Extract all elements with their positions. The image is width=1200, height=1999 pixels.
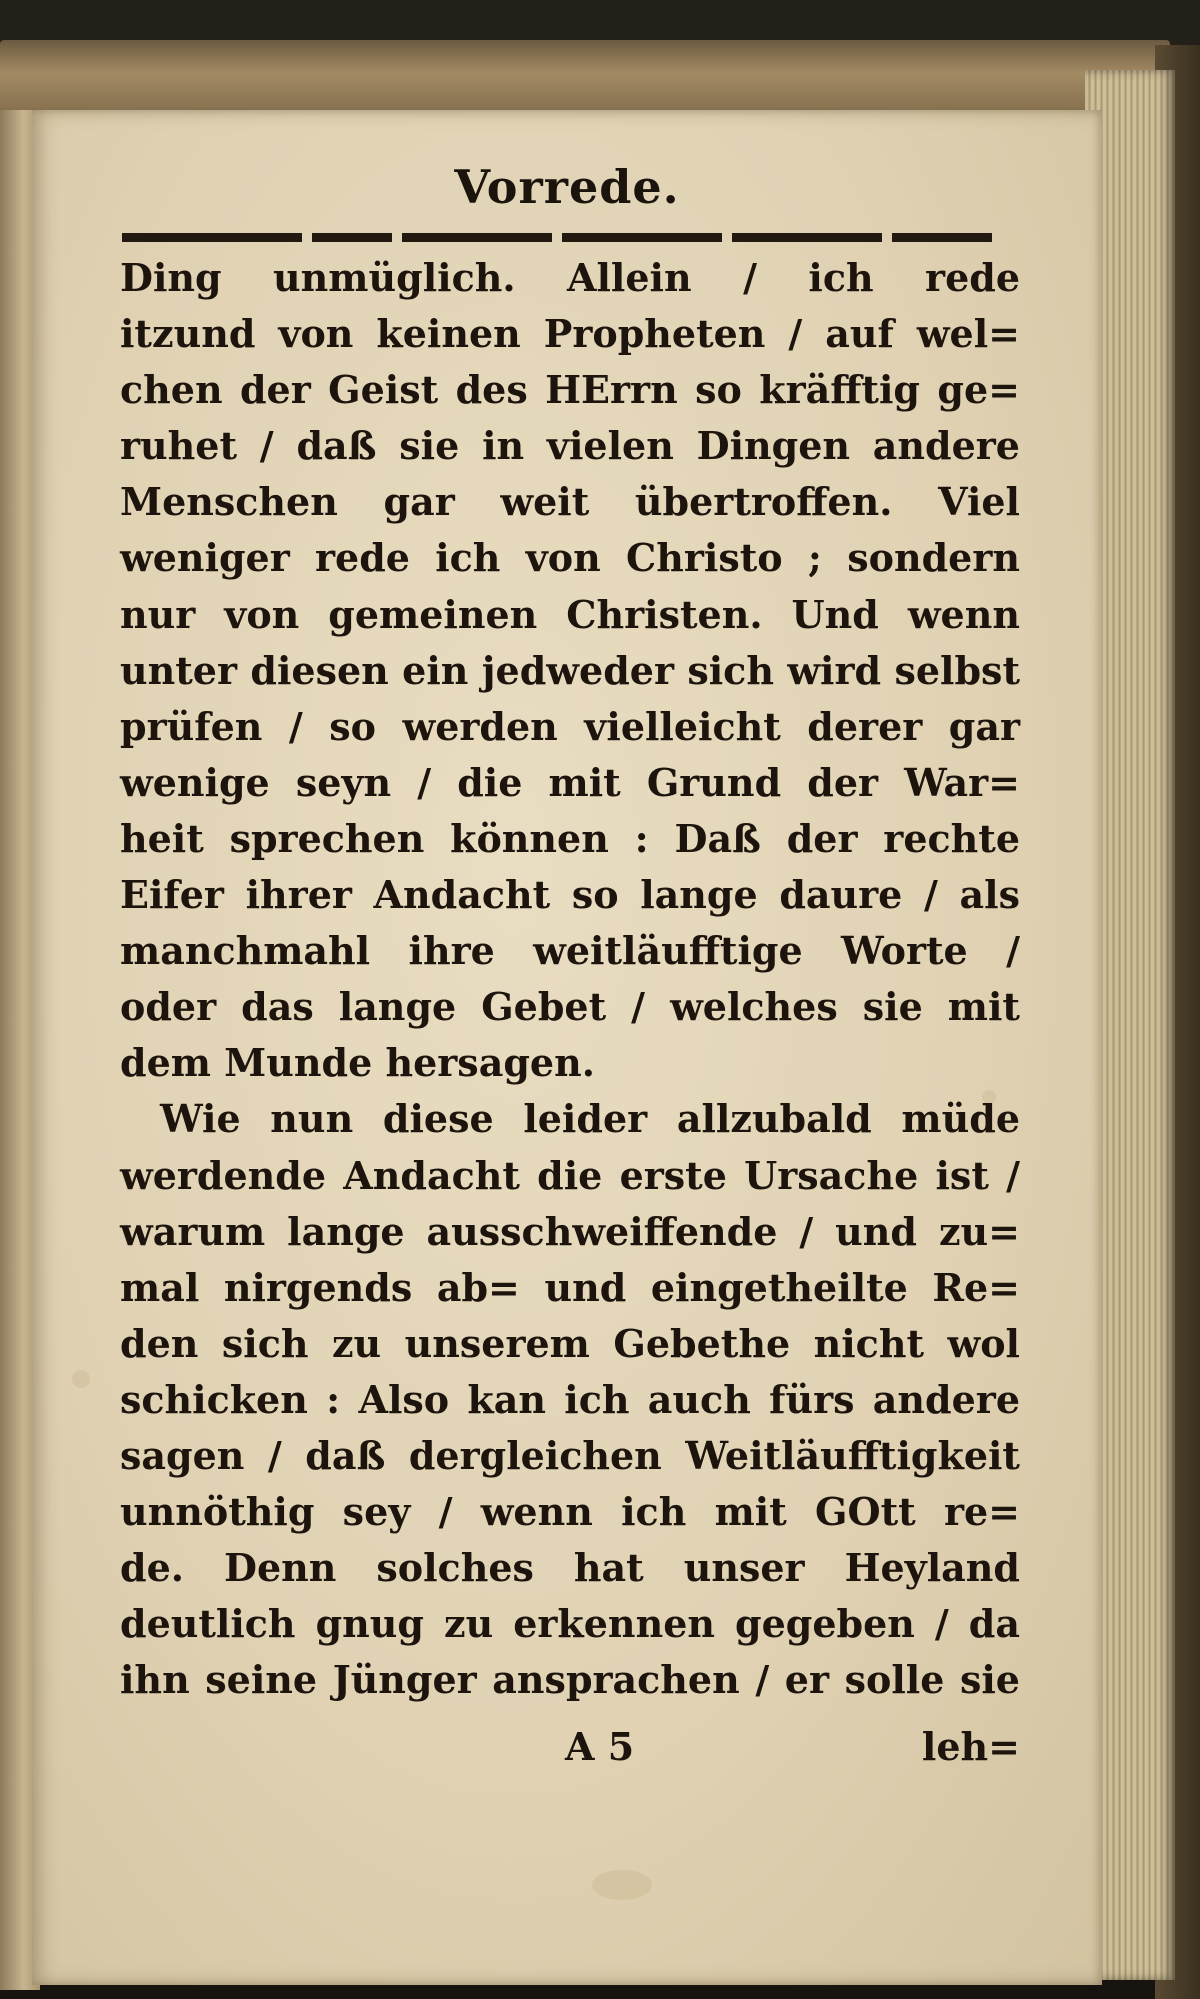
header-title: Vorrede. (454, 160, 680, 214)
text-line: prüfen / so werden vielleicht derer gar (120, 703, 1020, 749)
signature-line (120, 1724, 1020, 1780)
text-line: Menschen gar weit übertroffen. Viel (120, 479, 1020, 525)
text-line: de. Denn solches hat unser Heyland (120, 1545, 1020, 1591)
text-line: ihn seine Jünger ansprachen / er solle sie (120, 1657, 1020, 1703)
text-line: Wie nun diese leider allzubald müde (160, 1096, 1020, 1142)
header-rule (122, 233, 1002, 242)
text-line: mal nirgends ab= und eingetheilte Re= (120, 1264, 1020, 1310)
text-line: den sich zu unserem Gebethe nicht wol (120, 1320, 1020, 1366)
body-text (120, 250, 1020, 1708)
text-line: warum lange ausschweiffende / und zu= (120, 1208, 1020, 1254)
running-header (32, 160, 1102, 214)
text-line: unter diesen ein jedweder sich wird selbst (120, 647, 1020, 693)
text-line: unnöthig sey / wenn ich mit GOtt re= (120, 1489, 1020, 1535)
text-line: oder das lange Gebet / welches sie mit (120, 984, 1020, 1030)
text-line: wenige seyn / die mit Grund der War= (120, 759, 1020, 805)
text-line: werdende Andacht die erste Ursache ist / (120, 1152, 1020, 1198)
text-line: ruhet / daß sie in vielen Dingen andere (120, 423, 1020, 469)
signature-mark: A 5 (565, 1724, 635, 1769)
book-page (32, 110, 1102, 1985)
text-line: nur von gemeinen Christen. Und wenn (120, 591, 1020, 637)
text-line: manchmahl ihre weitläufftige Worte / (120, 928, 1020, 974)
text-line: chen der Geist des HErrn so kräfftig ge= (120, 367, 1020, 413)
text-line: deutlich gnug zu erkennen gegeben / da (120, 1601, 1020, 1647)
text-line: Eifer ihrer Andacht so lange daure / als (120, 872, 1020, 918)
text-line: itzund von keinen Propheten / auf wel= (120, 311, 1020, 357)
text-line: dem Munde hersagen. (120, 1040, 595, 1086)
text-line: schicken : Also kan ich auch fürs andere (120, 1376, 1020, 1422)
text-line: weniger rede ich von Christo ; sondern (120, 535, 1020, 581)
text-line: Ding unmüglich. Allein / ich rede (120, 255, 1020, 300)
text-line: heit sprechen können : Daß der rechte (120, 815, 1020, 861)
page-stain (72, 1370, 90, 1388)
catchword: leh= (921, 1724, 1020, 1769)
page-stain (592, 1870, 652, 1900)
text-line: sagen / daß dergleichen Weitläufftigkeit (120, 1432, 1020, 1478)
